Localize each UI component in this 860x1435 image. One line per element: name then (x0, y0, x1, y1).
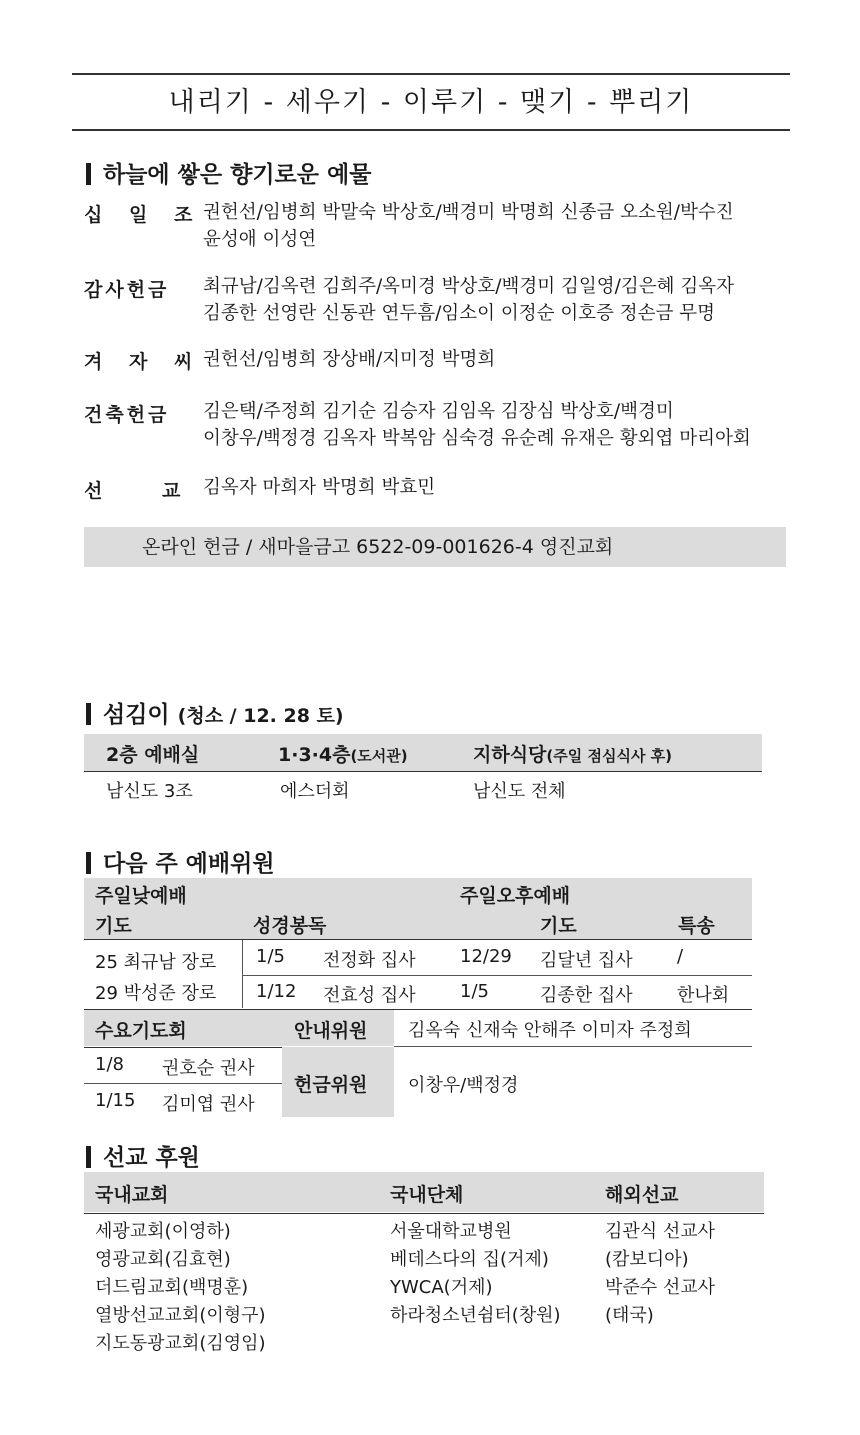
offering-names-thanks (203, 273, 793, 327)
online-offering-banner (84, 527, 786, 567)
reading-row-divider (242, 975, 752, 976)
service-header-rule (84, 771, 762, 772)
overseas-mission: 김관식 선교사 (605, 1221, 716, 1242)
reading-date-1: 1/5 (256, 946, 285, 967)
online-offering-text: 온라인 헌금 / 새마을금고 6522-09-001626-4 영진교회 (142, 536, 614, 558)
offering-line: 최규남/김옥련 김희주/옥미경 박상호/백경미 김일영/김은혜 김옥자 (203, 276, 734, 297)
mission-title-text: 선교 후원 (103, 1145, 200, 1171)
service-title-text: 섬김이 (103, 702, 170, 728)
overseas-mission: (캄보디아) (605, 1249, 689, 1270)
usher-label: 안내위원 (294, 1020, 368, 1042)
prayer-column-divider (242, 940, 243, 1008)
wednesday-date-1: 1/8 (95, 1054, 124, 1075)
mission-col-domestic-org: 국내단체 (390, 1184, 464, 1206)
service-col-basement (473, 740, 672, 767)
offering-committee-names: 이창우/백정경 (408, 1075, 519, 1096)
offering-label-tithe: 십 일 조 (84, 204, 203, 226)
afternoon-prayer-2: 김종한 집사 (540, 985, 633, 1006)
reading-name-2: 전효성 집사 (323, 985, 416, 1006)
sunday-afternoon-label: 주일오후예배 (460, 885, 571, 907)
col-prayer-label: 기도 (95, 915, 132, 937)
offering-names-mission (203, 474, 793, 501)
mission-label-second: 교 (162, 480, 181, 502)
wednesday-name-1: 권호순 권사 (162, 1058, 255, 1079)
afternoon-date-2: 1/5 (460, 981, 489, 1002)
offering-label-building: 건축헌금 (84, 404, 170, 426)
afternoon-prayer-1: 김달년 집사 (540, 950, 633, 971)
domestic-church: 세광교회(이영하) (95, 1221, 231, 1242)
afternoon-special-1: / (677, 946, 684, 967)
service-section-title (86, 696, 344, 729)
offering-names-building (203, 398, 793, 452)
morning-prayer-2: 29 박성준 장로 (95, 983, 217, 1004)
service-value-134f: 에스더회 (280, 781, 350, 802)
offering-line: 김은택/주정희 김기순 김승자 김임옥 김장심 박상호/백경미 (203, 401, 674, 422)
domestic-church: 더드림교회(백명훈) (95, 1277, 249, 1298)
morning-prayer-1: 25 최규남 장로 (95, 952, 217, 973)
motto-bottom-rule (72, 129, 790, 131)
col-special-label: 특송 (678, 915, 715, 937)
col-prayer2-label: 기도 (540, 915, 577, 937)
service-col-134f-sub: (도서관) (350, 747, 408, 765)
offering-committee-label: 헌금위원 (294, 1074, 368, 1096)
top-rule (72, 73, 790, 75)
reading-name-1: 전정화 집사 (323, 950, 416, 971)
offering-line: 김옥자 마희자 박명희 박효민 (203, 477, 436, 498)
service-col-134f (278, 740, 408, 767)
usher-bottom-rule (394, 1046, 752, 1047)
offering-label-mission (84, 476, 181, 503)
wednesday-top-rule (84, 1009, 752, 1010)
mission-col-domestic-church: 국내교회 (95, 1184, 169, 1206)
service-col-134f-main: 1·3·4층 (278, 744, 351, 766)
service-col-basement-main: 지하식당 (473, 744, 547, 766)
offering-title-text: 하늘에 쌓은 향기로운 예물 (103, 162, 372, 188)
domestic-church: 지도동광교회(김영임) (95, 1333, 266, 1354)
section-bar-icon (86, 1146, 91, 1168)
domestic-church: 열방선교교회(이형구) (95, 1305, 266, 1326)
overseas-mission: 박준수 선교사 (605, 1277, 716, 1298)
offering-line: 권헌선/임병희 박말숙 박상호/백경미 박명희 신종금 오소원/박수진 (203, 202, 734, 223)
wednesday-label: 수요기도회 (95, 1020, 187, 1042)
offering-line: 이창우/백정경 김옥자 박복암 심숙경 유순례 유재은 황외엽 마리아회 (203, 428, 751, 449)
service-subtitle: (청소 / 12. 28 토) (177, 705, 344, 727)
mission-col-overseas: 해외선교 (605, 1184, 679, 1206)
domestic-org: 베데스다의 집(거제) (390, 1249, 549, 1270)
section-bar-icon (86, 852, 91, 874)
offering-names-mustard (203, 346, 793, 373)
domestic-org: YWCA(거제) (390, 1277, 493, 1298)
service-value-2f: 남신도 3조 (106, 781, 193, 802)
offering-label-thanks: 감사헌금 (84, 279, 170, 301)
sunday-morning-label: 주일낮예배 (95, 885, 187, 907)
next-week-header-rule (84, 939, 752, 940)
mission-section-title (86, 1139, 200, 1172)
afternoon-date-1: 12/29 (460, 946, 512, 967)
domestic-org: 서울대학교병원 (390, 1221, 512, 1242)
afternoon-special-2: 한나회 (677, 985, 730, 1006)
mission-header-rule (84, 1213, 764, 1214)
domestic-org: 하라청소년쉼터(창원) (390, 1305, 561, 1326)
next-week-title-text: 다음 주 예배위원 (103, 851, 275, 877)
usher-names: 김옥숙 신재숙 안해주 이미자 주정희 (408, 1020, 692, 1041)
wednesday-date-2: 1/15 (95, 1090, 136, 1111)
offering-section-title (86, 156, 371, 189)
reading-date-2: 1/12 (256, 981, 297, 1002)
service-value-basement: 남신도 전체 (473, 781, 566, 802)
wednesday-header-rule (84, 1047, 282, 1048)
offering-line: 윤성애 이성연 (203, 229, 317, 250)
next-week-section-title (86, 845, 275, 878)
mission-label-first: 선 (84, 480, 103, 502)
wednesday-name-2: 김미엽 권사 (162, 1094, 255, 1115)
col-reading-label: 성경봉독 (253, 915, 327, 937)
section-bar-icon (86, 163, 91, 185)
service-col-2f: 2층 예배실 (106, 744, 200, 766)
offering-line: 권헌선/임병희 장상배/지미정 박명희 (203, 349, 496, 370)
domestic-church: 영광교회(김효현) (95, 1249, 231, 1270)
wednesday-row-divider (84, 1083, 282, 1084)
overseas-mission: (태국) (605, 1305, 654, 1326)
section-bar-icon (86, 703, 91, 725)
offering-line: 김종한 선영란 신동관 연두흠/임소이 이정순 이호증 정손금 무명 (203, 303, 716, 324)
service-col-basement-sub: (주일 점심식사 후) (546, 747, 673, 765)
offering-label-mustard: 겨 자 씨 (84, 351, 203, 373)
motto: 내리기 - 세우기 - 이루기 - 맺기 - 뿌리기 (168, 87, 694, 118)
offering-names-tithe (203, 199, 793, 253)
